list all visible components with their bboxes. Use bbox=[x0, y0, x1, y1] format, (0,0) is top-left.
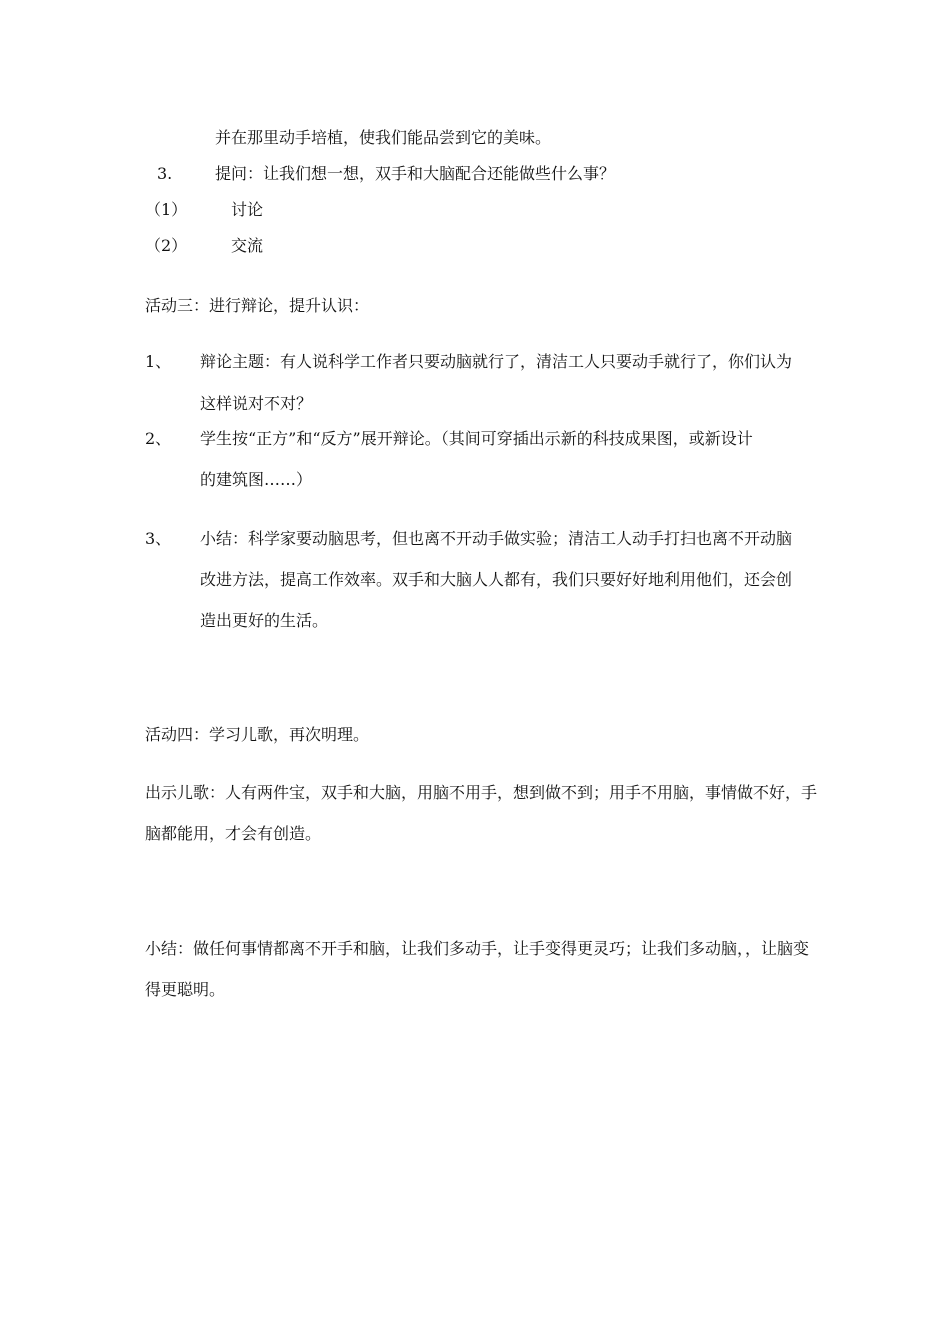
list-item-number: 1、 bbox=[145, 352, 172, 371]
list-item-line: 造出更好的生活。 bbox=[200, 611, 329, 630]
list-item-line: 的建筑图……） bbox=[200, 470, 313, 489]
song-line: 出示儿歌：人有两件宝，双手和大脑，用脑不用手，想到做不到；用手不用脑，事情做不好，手 bbox=[145, 783, 818, 802]
summary-line: 小结：做任何事情都离不开手和脑，让我们多动手，让手变得更灵巧；让我们多动脑，，让脑变 bbox=[145, 939, 810, 958]
list-item-line: 这样说对不对？ bbox=[200, 394, 313, 413]
q3-number: 3. bbox=[157, 164, 173, 183]
q3-sub-text: 交流 bbox=[231, 236, 264, 255]
list-item-line: 小结：科学家要动脑思考，但也离不开动手做实验；清洁工人动手打扫也离不开动脑 bbox=[200, 529, 793, 548]
q3-text: 提问：让我们想一想，双手和大脑配合还能做些什么事？ bbox=[215, 164, 616, 183]
q3-sub-number: （2） bbox=[145, 236, 188, 255]
list-item-line: 辩论主题：有人说科学工作者只要动脑就行了，清洁工人只要动手就行了，你们认为 bbox=[200, 352, 793, 371]
continuation-line: 并在那里动手培植，使我们能品尝到它的美味。 bbox=[215, 128, 552, 147]
list-item-line: 改进方法，提高工作效率。双手和大脑人人都有，我们只要好好地利用他们，还会创 bbox=[200, 570, 793, 589]
list-item-number: 3、 bbox=[145, 529, 172, 548]
activity-four-title: 活动四：学习儿歌，再次明理。 bbox=[145, 725, 370, 744]
summary-line: 得更聪明。 bbox=[145, 980, 226, 999]
list-item-line: 学生按“正方”和“反方”展开辩论。（其间可穿插出示新的科技成果图，或新设计 bbox=[200, 429, 753, 448]
q3-sub-number: （1） bbox=[145, 200, 188, 219]
q3-sub-text: 讨论 bbox=[231, 200, 264, 219]
song-line: 脑都能用，才会有创造。 bbox=[145, 824, 322, 843]
list-item-number: 2、 bbox=[145, 429, 172, 448]
activity-three-title: 活动三：进行辩论，提升认识： bbox=[145, 296, 370, 315]
